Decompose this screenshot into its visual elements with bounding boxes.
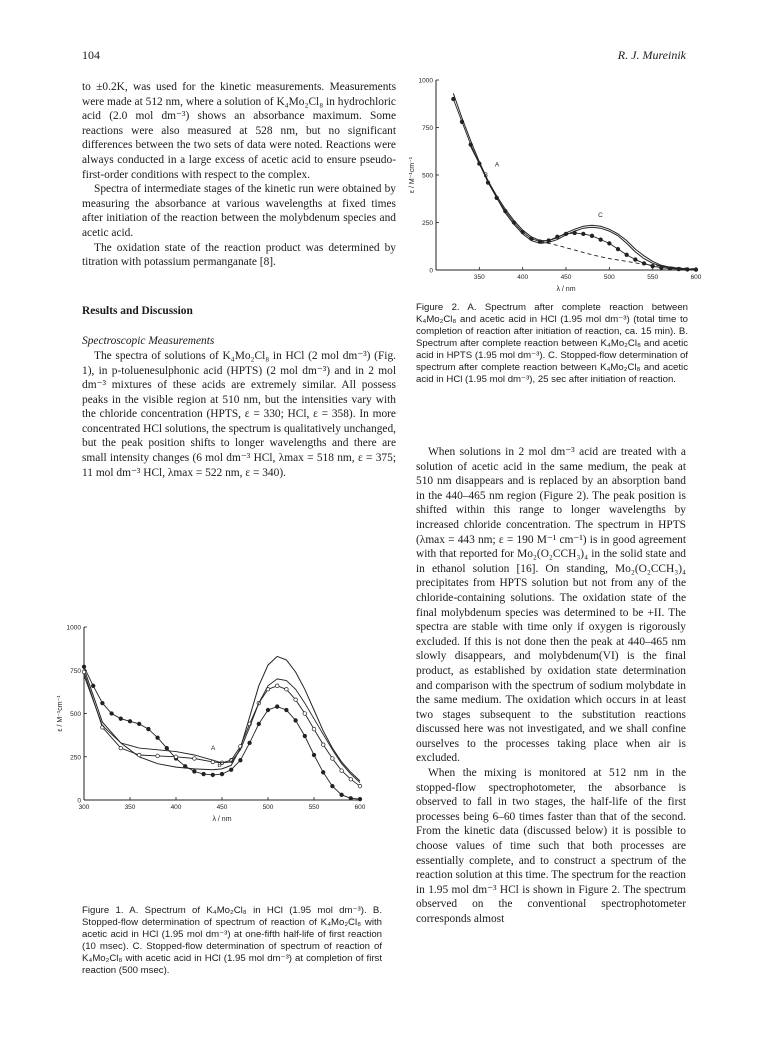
data-point: [312, 727, 316, 731]
x-tick-label: 400: [517, 274, 529, 281]
data-point: [82, 670, 86, 674]
data-point: [340, 793, 344, 797]
data-point: [358, 797, 362, 801]
data-point: [349, 777, 353, 781]
x-tick-label: 450: [216, 804, 228, 811]
data-point: [220, 772, 224, 776]
data-point: [321, 743, 325, 747]
data-point: [119, 717, 123, 721]
x-tick-label: 550: [647, 274, 659, 281]
y-tick-label: 500: [70, 711, 81, 718]
data-point: [101, 701, 105, 705]
paragraph: When solutions in 2 mol dm⁻³ acid are treated with a solution of acetic acid in the same medium, the peak at 510 nm disappears and is replaced by an absorption band in the 440–465 nm region (Figure 2). The peak position is shifted within this range to longer wavelengths by increased chloride concentration. The spectrum in HPTS (λmax = 443 nm; ε = 190 M⁻¹ cm⁻¹) is in good agreement with that reported for Mo₂(O₂CCH₃)₄ in the solid state and in ethanol solution [16]. On standing, Mo₂(O₂CCH₃)₄ precipitates from HPTS solution but not from any of the chloride-containing solutions. The oxidation state of the final molybdenum species was determined to be +II. The spectra are stable with time only if oxygen is rigorously excluded. If this is not done then the peak at 440–465 nm slowly disappears, and molybdenum(VI) is the final product, as established by oxidation state determination and comparison with the spectrum of sodium molybdate in the same medium. The oxidation which occurs in at least two stages subsequent to the substitution reactions discussed here was not investigated, and we shall confine ourselves to the processes taking place when air is excluded.: [416, 446, 686, 765]
data-point: [634, 258, 638, 262]
data-point: [590, 234, 594, 238]
data-point: [275, 705, 279, 709]
x-tick-label: 400: [170, 804, 182, 811]
data-point: [193, 770, 197, 774]
data-point: [321, 771, 325, 775]
data-point: [275, 684, 279, 688]
x-tick-label: 350: [124, 804, 136, 811]
data-point: [331, 784, 335, 788]
y-tick-label: 1000: [66, 624, 81, 632]
data-point: [119, 746, 123, 750]
data-point: [608, 242, 612, 246]
data-point: [582, 232, 586, 236]
figure-2-chart: [406, 70, 706, 302]
x-tick-label: 550: [308, 804, 320, 811]
data-point: [303, 712, 307, 716]
data-point: [239, 758, 243, 762]
series-line: [84, 675, 360, 782]
data-point: [174, 755, 178, 759]
x-tick-label: 450: [560, 274, 572, 281]
data-point: [285, 687, 289, 691]
data-point: [340, 769, 344, 773]
paragraph: to ±0.2K, was used for the kinetic measurements. Measurements were made at 512 nm, where a solution of K₄Mo₂Cl₈ in hydrochloric acid (2.0 mol dm⁻³) shows an absorbance maximum. Some reactions were also measured at 528 nm, but no significant differences between the two sets of data were noted. Reactions were always conducted in a large excess of acetic acid to ensure pseudo-first-order conditions with respect to the complex.: [82, 81, 396, 181]
y-tick-label: 750: [422, 125, 433, 132]
data-point: [266, 708, 270, 712]
data-point: [331, 757, 335, 761]
data-point: [229, 768, 233, 772]
curve-label: A: [210, 744, 216, 752]
y-tick-label: 750: [70, 667, 81, 675]
x-tick-label: 500: [262, 804, 274, 811]
data-point: [110, 712, 114, 716]
data-point: [573, 231, 577, 235]
x-tick-label: 500: [603, 274, 615, 281]
data-point: [294, 719, 298, 723]
data-point: [312, 753, 316, 757]
data-point: [156, 754, 160, 758]
section-title: Results and Discussion: [82, 304, 193, 317]
data-point: [128, 719, 132, 723]
x-tick-label: 300: [78, 804, 90, 811]
left-column: [82, 80, 396, 480]
y-tick-label: 0: [77, 797, 81, 805]
curve-label: B: [483, 171, 489, 179]
curve-label: B: [217, 762, 222, 770]
data-point: [625, 253, 629, 257]
y-axis-label: ε / M⁻¹cm⁻¹: [409, 156, 416, 194]
x-axis-label: λ / nm: [556, 286, 576, 293]
paragraph: The spectra of solutions of K₄Mo₂Cl₈ in HCl (2 mol dm⁻³) (Fig. 1), in p-toluenesulphonic acid (HPTS) (2 mol dm⁻³) and in 2 mol dm⁻³ mixtures of these acids are extremely similar. All possess peaks in the visible region at 510 nm, but the intensities vary with the chloride concentration (HPTS, ε = 330; HCl, ε = 358). In more concentrated HCl solutions, the spectrum is qualitatively unchanged, but the peak position shifts to longer wavelengths and there are small intensity changes (6 mol dm⁻³ HCl, λmax = 518 nm, ε = 375; 11 mol dm⁻³ HCl, λmax = 522 nm, ε = 340).: [82, 349, 396, 479]
data-point: [349, 796, 353, 800]
subsection-title: Spectroscopic Measurements: [82, 335, 215, 348]
page-number: 104: [82, 48, 100, 62]
data-point: [147, 727, 151, 731]
figure-2-caption: Figure 2. A. Spectrum after complete reaction between K₄Mo₂Cl₈ and acetic acid in HCl (1.95 mol dm⁻³) (total time to completion of reaction after initiation of reaction, ca. 15 min). B. Spectrum after complete reaction between K₄Mo₂Cl₈ and acetic acid in HPTS (1.95 mol dm⁻³). C. Stopped-flow determination of spectrum after complete reaction between K₄Mo₂Cl₈ and acetic acid in HCl (1.95 mol dm⁻³), 25 sec after initiation of reaction.: [416, 302, 688, 385]
y-tick-label: 1000: [418, 77, 433, 85]
paragraph: When the mixing is monitored at 512 nm in the stopped-flow spectrophotometer, the absorbance is observed to fall in two stages, the half-life of the first processes being 6–60 times faster than that of the second. From the kinetic data (discussed below) it is possible to choose values of time such that both processes are essentially complete, and to construct a spectrum of the reaction solution at this time. The spectrum for the reaction in 1.95 mol dm⁻³ HCl is shown in Figure 2. The spectrum observed on the conventional spectrophotometer corresponds almost: [416, 767, 686, 925]
curve-label: C: [229, 757, 235, 765]
data-point: [91, 684, 95, 688]
running-author: R. J. Mureinik: [617, 48, 686, 62]
data-point: [460, 120, 464, 124]
data-point: [156, 736, 160, 740]
curve-label: C: [598, 211, 603, 219]
paragraph: The oxidation state of the reaction product was determined by titration with potassium permanganate [8].: [82, 241, 396, 269]
series-line: [471, 147, 696, 270]
data-point: [303, 734, 307, 738]
data-point: [137, 753, 141, 757]
figure-1-caption: Figure 1. A. Spectrum of K₄Mo₂Cl₈ in HCl (1.95 mol dm⁻³). B. Stopped-flow determination of spectrum of reaction of K₄Mo₂Cl₈ with acetic acid in HCl (1.95 mol dm⁻³) at one-fifth half-life of first reaction (10 msec). C. Stopped-flow determination of spectrum of reaction of K₄Mo₂Cl₈ with acetic acid in HCl (1.95 mol dm⁻³) at completion of first reaction (500 msec).: [82, 905, 382, 976]
data-point: [82, 665, 86, 669]
data-point: [248, 741, 252, 745]
y-tick-label: 0: [429, 267, 433, 275]
figure-1-chart: [57, 615, 390, 845]
series-line: [540, 242, 696, 269]
y-axis-label: ε / M⁻¹cm⁻¹: [57, 695, 64, 732]
data-point: [599, 238, 603, 242]
series-line: [84, 667, 360, 799]
curve-label: A: [494, 161, 500, 169]
y-tick-label: 250: [70, 754, 81, 762]
x-tick-label: 350: [473, 274, 485, 281]
data-point: [616, 247, 620, 251]
right-column: [416, 445, 686, 927]
data-point: [452, 97, 456, 101]
y-tick-label: 500: [422, 172, 433, 180]
data-point: [294, 698, 298, 702]
data-point: [211, 773, 215, 777]
data-point: [469, 143, 473, 147]
data-point: [137, 722, 141, 726]
data-point: [257, 722, 261, 726]
data-point: [165, 746, 169, 750]
data-point: [202, 772, 206, 776]
data-point: [285, 708, 289, 712]
x-tick-label: 600: [354, 804, 366, 811]
data-point: [193, 757, 197, 761]
x-axis-label: λ / nm: [212, 816, 232, 823]
x-tick-label: 600: [690, 274, 702, 281]
y-tick-label: 250: [422, 220, 433, 227]
paragraph: Spectra of intermediate stages of the kinetic run were obtained by measuring the absorbance at various wavelengths at fixed times after initiation of the reaction between the molybdenum species and acetic acid.: [82, 183, 396, 239]
data-point: [358, 784, 362, 788]
